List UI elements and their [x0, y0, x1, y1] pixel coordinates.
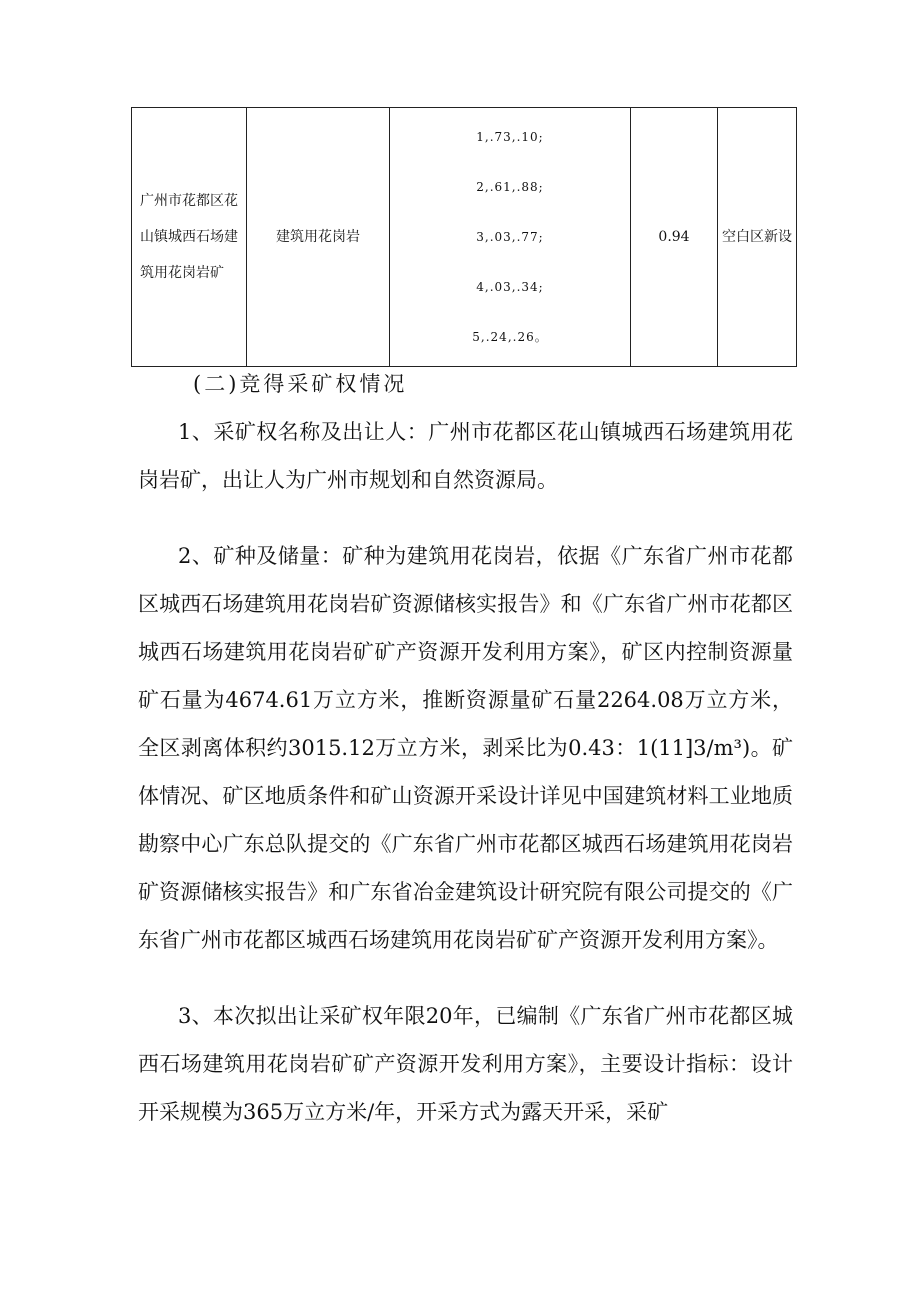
area-cell: 0.94 — [631, 108, 718, 367]
coordinate-item: 5,.24,.26。 — [472, 330, 548, 344]
paragraph: 1、采矿权名称及出让人：广州市花都区花山镇城西石场建筑用花岗岩矿，出让人为广州市规划和自然资源局。 — [138, 420, 793, 492]
coordinate-item: 4,.03,.34; — [476, 280, 544, 294]
coordinate-item: 2,.61,.88; — [476, 180, 544, 194]
coordinate-item: 1,.73,.10; — [476, 130, 544, 144]
note-cell: 空白区新设 — [718, 108, 797, 367]
paragraph: 2、矿种及储量：矿种为建筑用花岗岩，依据《广东省广州市花都区城西石场建筑用花岗岩矿资源储核实报告》和《广东省广州市花都区城西石场建筑用花岗岩矿矿产资源开发利用方案》，矿区内控制资源量矿石量为4674.61万立方米，推断资源量矿石量2264.08万立方米，全区剥离体积约3015.12万立方米，剥采比为0.43：1(11]3/m³)。矿体情况、矿区地质条件和矿山资源开采设计详见中国建筑材料工业地质勘察中心广东总队提交的《广东省广州市花都区城西石场建筑用花岗岩矿资源储核实报告》和广东省冶金建筑设计研究院有限公司提交的《广东省广州市花都区城西石场建筑用花岗岩矿矿产资源开发利用方案》。 — [138, 544, 793, 952]
section-heading: (二)竞得采矿权情况 — [193, 372, 408, 396]
paragraph: 3、本次拟出让采矿权年限20年，已编制《广东省广州市花都区城西石场建筑用花岗岩矿矿产资源开发利用方案》，主要设计指标：设计开采规模为365万立方米/年，开采方式为露天开采，采矿 — [138, 1004, 793, 1124]
coordinates-cell — [390, 108, 631, 367]
mine-name-cell: 广州市花都区花山镇城西石场建筑用花岗岩矿 — [132, 108, 247, 367]
coordinates-list — [390, 112, 630, 362]
coordinate-item: 3,.03,.77; — [476, 230, 544, 244]
table-row — [132, 108, 797, 367]
mineral-cell: 建筑用花岗岩 — [247, 108, 390, 367]
mining-rights-table — [131, 107, 797, 367]
section-body — [138, 408, 793, 1136]
